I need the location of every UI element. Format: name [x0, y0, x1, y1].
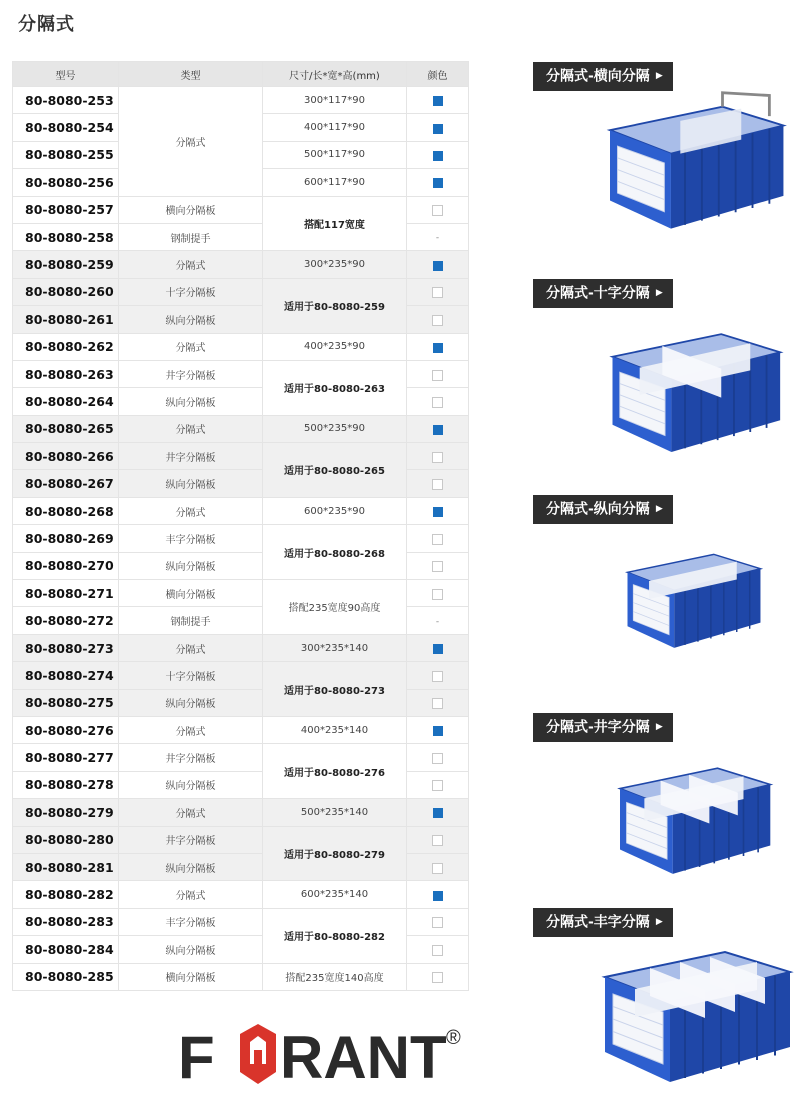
- size-cell: 适用于80-8080-282: [263, 908, 407, 963]
- table-row: [13, 196, 469, 223]
- product-label: [533, 495, 673, 524]
- size-cell: 500*117*90: [263, 141, 407, 168]
- size-cell: 适用于80-8080-268: [263, 525, 407, 580]
- type-cell: 纵向分隔板: [119, 689, 263, 716]
- model-cell: 80-8080-283: [13, 908, 119, 935]
- white-swatch: [432, 287, 443, 298]
- type-cell: 钢制提手: [119, 223, 263, 250]
- product-label-text: 分隔式-横向分隔: [546, 68, 650, 85]
- color-cell: [407, 771, 469, 798]
- table-row: [13, 525, 469, 552]
- model-cell: 80-8080-281: [13, 853, 119, 880]
- size-cell: 300*235*140: [263, 634, 407, 661]
- table-row: [13, 963, 469, 990]
- table-row: [13, 278, 469, 305]
- type-cell: 纵向分隔板: [119, 388, 263, 415]
- type-cell: 纵向分隔板: [119, 306, 263, 333]
- color-cell: [407, 497, 469, 524]
- blue-swatch: [433, 96, 443, 106]
- table-row: [13, 360, 469, 387]
- table-row: [13, 826, 469, 853]
- play-arrow-icon: ▶: [655, 504, 663, 514]
- type-cell: 丰字分隔板: [119, 525, 263, 552]
- table-row: [13, 580, 469, 607]
- table-row: [13, 881, 469, 908]
- white-swatch: [432, 917, 443, 928]
- registered-mark: ®: [446, 1027, 461, 1049]
- model-cell: 80-8080-258: [13, 223, 119, 250]
- blue-swatch: [433, 261, 443, 271]
- size-cell: 400*235*140: [263, 716, 407, 743]
- color-cell: [407, 580, 469, 607]
- type-cell: 井字分隔板: [119, 744, 263, 771]
- color-cell: [407, 607, 469, 634]
- model-cell: 80-8080-285: [13, 963, 119, 990]
- type-cell: 分隔式: [119, 716, 263, 743]
- color-cell: [407, 141, 469, 168]
- type-cell: 纵向分隔板: [119, 552, 263, 579]
- product-label: [533, 279, 673, 308]
- size-cell: 600*117*90: [263, 169, 407, 196]
- color-cell: [407, 470, 469, 497]
- logo-letters-rant: RANT: [280, 1024, 447, 1090]
- size-cell: 400*235*90: [263, 333, 407, 360]
- color-cell: [407, 415, 469, 442]
- model-cell: 80-8080-254: [13, 114, 119, 141]
- model-cell: 80-8080-269: [13, 525, 119, 552]
- table-row: [13, 799, 469, 826]
- size-cell: 400*117*90: [263, 114, 407, 141]
- model-cell: 80-8080-268: [13, 497, 119, 524]
- color-cell: [407, 716, 469, 743]
- type-cell: 分隔式: [119, 87, 263, 197]
- model-cell: 80-8080-266: [13, 443, 119, 470]
- color-cell: [407, 443, 469, 470]
- white-swatch: [432, 698, 443, 709]
- model-cell: 80-8080-262: [13, 333, 119, 360]
- blue-swatch: [433, 644, 443, 654]
- table-row: [13, 497, 469, 524]
- model-cell: 80-8080-260: [13, 278, 119, 305]
- type-cell: 钢制提手: [119, 607, 263, 634]
- white-swatch: [432, 561, 443, 572]
- color-cell: [407, 360, 469, 387]
- white-swatch: [432, 945, 443, 956]
- play-arrow-icon: ▶: [655, 288, 663, 298]
- logo-letter-f: F: [178, 1024, 215, 1090]
- table-header-row: [13, 62, 469, 87]
- model-cell: 80-8080-270: [13, 552, 119, 579]
- blue-bin-image: [575, 540, 795, 655]
- type-cell: 分隔式: [119, 415, 263, 442]
- white-swatch: [432, 315, 443, 326]
- color-cell: [407, 388, 469, 415]
- white-swatch: [432, 452, 443, 463]
- white-swatch: [432, 972, 443, 983]
- blue-swatch: [433, 891, 443, 901]
- white-swatch: [432, 534, 443, 545]
- type-cell: 纵向分隔板: [119, 470, 263, 497]
- color-cell: [407, 744, 469, 771]
- model-cell: 80-8080-284: [13, 936, 119, 963]
- blue-swatch: [433, 808, 443, 818]
- type-cell: 横向分隔板: [119, 196, 263, 223]
- product-label-text: 分隔式-十字分隔: [546, 285, 650, 302]
- model-cell: 80-8080-273: [13, 634, 119, 661]
- white-swatch: [432, 863, 443, 874]
- size-cell: 适用于80-8080-265: [263, 443, 407, 498]
- white-swatch: [432, 370, 443, 381]
- size-cell: 适用于80-8080-259: [263, 278, 407, 333]
- table-row: [13, 634, 469, 661]
- type-cell: 分隔式: [119, 881, 263, 908]
- spec-table: [12, 61, 469, 991]
- color-cell: [407, 278, 469, 305]
- color-cell: [407, 251, 469, 278]
- color-cell: [407, 963, 469, 990]
- model-cell: 80-8080-282: [13, 881, 119, 908]
- color-cell: [407, 936, 469, 963]
- white-swatch: [432, 589, 443, 600]
- page-title: 分隔式: [18, 14, 75, 35]
- color-cell: [407, 223, 469, 250]
- type-cell: 横向分隔板: [119, 963, 263, 990]
- blue-bin-image: [575, 752, 795, 882]
- type-cell: 纵向分隔板: [119, 853, 263, 880]
- blue-swatch: [433, 425, 443, 435]
- color-cell: [407, 114, 469, 141]
- table-row: [13, 443, 469, 470]
- color-cell: [407, 169, 469, 196]
- color-cell: [407, 662, 469, 689]
- model-cell: 80-8080-259: [13, 251, 119, 278]
- model-cell: 80-8080-267: [13, 470, 119, 497]
- model-cell: 80-8080-261: [13, 306, 119, 333]
- size-cell: 500*235*140: [263, 799, 407, 826]
- blue-bin-image: [575, 88, 795, 238]
- size-cell: 300*235*90: [263, 251, 407, 278]
- spec-table-body: [13, 87, 469, 991]
- table-row: [13, 716, 469, 743]
- forant-logo: [178, 1020, 468, 1090]
- white-swatch: [432, 835, 443, 846]
- type-cell: 井字分隔板: [119, 360, 263, 387]
- type-cell: 十字分隔板: [119, 662, 263, 689]
- model-cell: 80-8080-257: [13, 196, 119, 223]
- size-cell: 600*235*140: [263, 881, 407, 908]
- play-arrow-icon: ▶: [655, 917, 663, 927]
- blue-bin-image: [575, 316, 795, 461]
- model-cell: 80-8080-263: [13, 360, 119, 387]
- product-label-text: 分隔式-丰字分隔: [546, 914, 650, 931]
- color-cell: [407, 853, 469, 880]
- model-cell: 80-8080-265: [13, 415, 119, 442]
- type-cell: 分隔式: [119, 251, 263, 278]
- color-cell: [407, 634, 469, 661]
- size-cell: 300*117*90: [263, 87, 407, 114]
- no-color-dash: -: [435, 616, 440, 627]
- logo-o-emblem: [240, 1024, 276, 1084]
- header-model: 型号: [13, 62, 119, 87]
- model-cell: 80-8080-278: [13, 771, 119, 798]
- blue-swatch: [433, 124, 443, 134]
- white-swatch: [432, 753, 443, 764]
- color-cell: [407, 881, 469, 908]
- play-arrow-icon: ▶: [655, 722, 663, 732]
- type-cell: 十字分隔板: [119, 278, 263, 305]
- type-cell: 分隔式: [119, 497, 263, 524]
- table-row: [13, 744, 469, 771]
- table-row: [13, 333, 469, 360]
- blue-swatch: [433, 507, 443, 517]
- model-cell: 80-8080-276: [13, 716, 119, 743]
- product-label: [533, 713, 673, 742]
- color-cell: [407, 552, 469, 579]
- model-cell: 80-8080-255: [13, 141, 119, 168]
- type-cell: 纵向分隔板: [119, 936, 263, 963]
- type-cell: 井字分隔板: [119, 826, 263, 853]
- type-cell: 纵向分隔板: [119, 771, 263, 798]
- blue-swatch: [433, 726, 443, 736]
- size-cell: 适用于80-8080-263: [263, 360, 407, 415]
- size-cell: 搭配235宽度140高度: [263, 963, 407, 990]
- model-cell: 80-8080-279: [13, 799, 119, 826]
- color-cell: [407, 689, 469, 716]
- type-cell: 丰字分隔板: [119, 908, 263, 935]
- header-type: 类型: [119, 62, 263, 87]
- size-cell: 搭配235宽度90高度: [263, 580, 407, 635]
- size-cell: 适用于80-8080-276: [263, 744, 407, 799]
- table-row: [13, 415, 469, 442]
- model-cell: 80-8080-256: [13, 169, 119, 196]
- header-color: 颜色: [407, 62, 469, 87]
- size-cell: 适用于80-8080-273: [263, 662, 407, 717]
- blue-swatch: [433, 151, 443, 161]
- white-swatch: [432, 671, 443, 682]
- white-swatch: [432, 479, 443, 490]
- model-cell: 80-8080-264: [13, 388, 119, 415]
- model-cell: 80-8080-272: [13, 607, 119, 634]
- color-cell: [407, 799, 469, 826]
- blue-swatch: [433, 343, 443, 353]
- white-swatch: [432, 397, 443, 408]
- model-cell: 80-8080-274: [13, 662, 119, 689]
- size-cell: 适用于80-8080-279: [263, 826, 407, 881]
- play-arrow-icon: ▶: [655, 71, 663, 81]
- table-row: [13, 251, 469, 278]
- table-row: [13, 908, 469, 935]
- type-cell: 横向分隔板: [119, 580, 263, 607]
- blue-bin-image: [575, 932, 795, 1092]
- no-color-dash: -: [435, 233, 440, 244]
- product-label: [533, 62, 673, 91]
- color-cell: [407, 306, 469, 333]
- color-cell: [407, 196, 469, 223]
- white-swatch: [432, 205, 443, 216]
- type-cell: 井字分隔板: [119, 443, 263, 470]
- size-cell: 600*235*90: [263, 497, 407, 524]
- type-cell: 分隔式: [119, 799, 263, 826]
- product-label-text: 分隔式-纵向分隔: [546, 501, 650, 518]
- product-label-text: 分隔式-井字分隔: [546, 719, 650, 736]
- white-swatch: [432, 780, 443, 791]
- color-cell: [407, 908, 469, 935]
- size-cell: 500*235*90: [263, 415, 407, 442]
- blue-swatch: [433, 178, 443, 188]
- size-cell: 搭配117宽度: [263, 196, 407, 251]
- color-cell: [407, 87, 469, 114]
- color-cell: [407, 333, 469, 360]
- model-cell: 80-8080-253: [13, 87, 119, 114]
- type-cell: 分隔式: [119, 634, 263, 661]
- table-row: [13, 87, 469, 114]
- model-cell: 80-8080-271: [13, 580, 119, 607]
- color-cell: [407, 525, 469, 552]
- model-cell: 80-8080-280: [13, 826, 119, 853]
- model-cell: 80-8080-277: [13, 744, 119, 771]
- model-cell: 80-8080-275: [13, 689, 119, 716]
- table-row: [13, 662, 469, 689]
- header-size: 尺寸/长*宽*高(mm): [263, 62, 407, 87]
- color-cell: [407, 826, 469, 853]
- type-cell: 分隔式: [119, 333, 263, 360]
